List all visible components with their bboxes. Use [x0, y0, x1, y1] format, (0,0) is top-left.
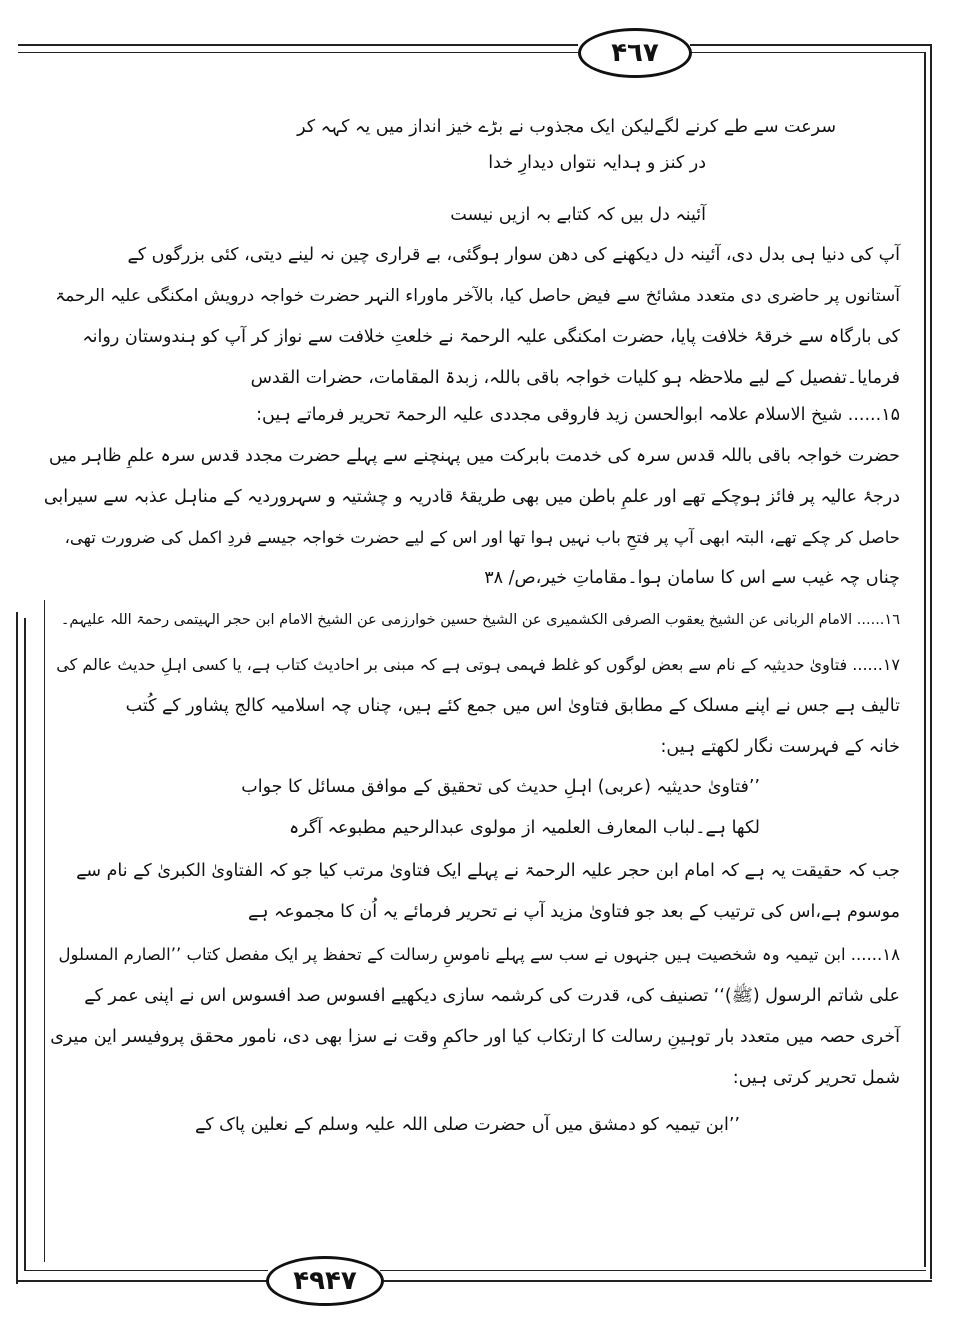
footnote-15: ۱۵...... شیخ الاسلام علامہ ابوالحسن زید فاروقی مجددی علیہ الرحمۃ تحریر فرماتے ہیں:: [256, 405, 900, 425]
frame-bottom-left-line: [16, 1280, 268, 1282]
frame-top-left-line: [18, 44, 578, 46]
frame-bottom-inner-left: [24, 1270, 268, 1271]
text-line: حاصل کر چکے تھے، البتہ ابھی آپ پر فتحِ باب نہیں ہوا تھا اور اس کے لیے حضرت خواجہ جیسے فردِ اکمل کی ضرورت تھی،: [64, 528, 900, 547]
text-line: خانہ کے فہرست نگار لکھتے ہیں:: [660, 737, 900, 757]
frame-top-inner-right: [690, 52, 926, 53]
frame-top-inner-left: [18, 52, 578, 53]
frame-right-inner: [924, 52, 926, 1267]
text-line: آخری حصہ میں متعدد بار توہینِ رسالت کا ارتکاب کیا اور حاکمِ وقت نے سزا بھی دی، نامور محقق پروفیسر این میری: [50, 1027, 900, 1047]
text-line: فرمایا۔تفصیل کے لیے ملاحظہ ہو کلیات خواجہ باقی باللہ، زبدۃ المقامات، حضرات القدس: [250, 368, 900, 388]
frame-bottom-right-line: [380, 1280, 932, 1282]
poem-line-1: در کنز و ہدایہ نتواں دیدارِ خدا: [488, 153, 706, 173]
footnote-16: ۱٦...... الامام الربانی عن الشیخ یعقوب الصرفی الکشمیری عن الشیخ حسین خوارزمی عن الشیخ الامام ابن حجر الہیتمی رحمۃ اللہ علیہم۔: [60, 612, 900, 628]
quote-line-2: لکھا ہے۔لباب المعارف العلمیہ از مولوی عبدالرحیم مطبوعہ آگرہ: [289, 818, 760, 838]
frame-left-inner: [24, 618, 26, 1270]
text-line: جب کہ حقیقت یہ ہے کہ امام ابن حجر علیہ الرحمۃ نے پہلے ایک فتاویٰ مرتب کیا جو کہ الفتاویٰ الکبریٰ کے نام سے: [76, 861, 900, 881]
text-line: تالیف ہے جس نے اپنے مسلک کے مطابق فتاویٰ اس میں جمع کئے ہیں، چناں چہ اسلامیہ کالج پشاور کے کُتب: [125, 696, 900, 716]
text-line: سرعت سے طے کرنے لگےلیکن ایک مجذوب نے بڑے خیز انداز میں یہ کہہ کر: [297, 117, 836, 137]
text-line: شمل تحریر کرتی ہیں:: [732, 1068, 900, 1088]
frame-right-outer: [930, 44, 932, 1279]
text-line: چناں چہ غیب سے اس کا سامان ہوا۔مقاماتِ خیر،ص/ ۳۸: [484, 568, 900, 588]
quote-line-3: ’’ابن تیمیہ کو دمشق میں آں حضرت صلی اللہ علیہ وسلم کے نعلین پاک کے: [195, 1115, 740, 1135]
text-line: علی شاتم الرسول (ﷺ)‘‘ تصنیف کی، قدرت کی کرشمہ سازی دیکھیے افسوس صد افسوس اس نے اپنی عمر کے: [84, 986, 900, 1006]
frame-left-outer: [16, 612, 18, 1284]
text-line: کی بارگاہ سے خرقۂ خلافت پایا، حضرت امکنگی علیہ الرحمۃ نے خلعتِ خلافت سے نواز کر آپ کو ہندوستان روانہ: [82, 327, 900, 347]
frame-top-right-line: [690, 44, 932, 46]
footnote-18: ۱۸...... ابن تیمیہ وہ شخصیت ہیں جنہوں نے سب سے پہلے ناموسِ رسالت کے تحفظ پر ایک مفصل کتاب ’’الصارم المسلول: [58, 945, 900, 964]
quote-line-1: ’’فتاویٰ حدیثیہ (عربی) اہلِ حدیث کی تحقیق کے موافق مسائل کا جواب: [241, 777, 760, 797]
poem-line-2: آئینہ دل بیں کہ کتابے بہ ازیں نیست: [450, 205, 706, 225]
footnote-17: ۱٧...... فتاویٰ حدیثیہ کے نام سے بعض لوگوں کو غلط فہمی ہوتی ہے کہ مبنی بر احادیث کتاب ہے، یا کسی اہلِ حدیث عالم کی: [56, 655, 900, 674]
page-number-top: ۴٦٧: [578, 28, 692, 78]
page-number-bottom: ۴۹۴٧: [266, 1256, 384, 1306]
text-line: موسوم ہے،اس کی ترتیب کے بعد جو فتاویٰ مزید آپ نے تحریر فرمائے یہ اُن کا مجموعہ ہے: [247, 902, 900, 922]
frame-left-innermost: [44, 600, 45, 1262]
text-line: درجۂ عالیہ پر فائز ہوچکے تھے اور علمِ باطن میں بھی طریقۂ قادریہ و چشتیہ و سہروردیہ کے مناہل عذبہ سے سیرابی: [43, 487, 900, 507]
frame-bottom-inner-right: [380, 1270, 926, 1271]
text-line: آستانوں پر حاضری دی متعدد مشائخ سے فیض حاصل کیا، بالآخر ماوراء النہر حضرت خواجہ درویش امکنگی علیہ الرحمۃ: [55, 286, 900, 306]
text-line: آپ کی دنیا ہی بدل دی، آئینہ دل دیکھنے کی دھن سوار ہوگئی، بے قراری چین نہ لینے دیتی، کئی بزرگوں کے: [127, 245, 900, 265]
text-line: حضرت خواجہ باقی باللہ قدس سرہ کی خدمت بابرکت میں پہنچنے سے پہلے حضرت مجدد قدس سرہ علمِ ظاہر میں: [48, 446, 900, 466]
